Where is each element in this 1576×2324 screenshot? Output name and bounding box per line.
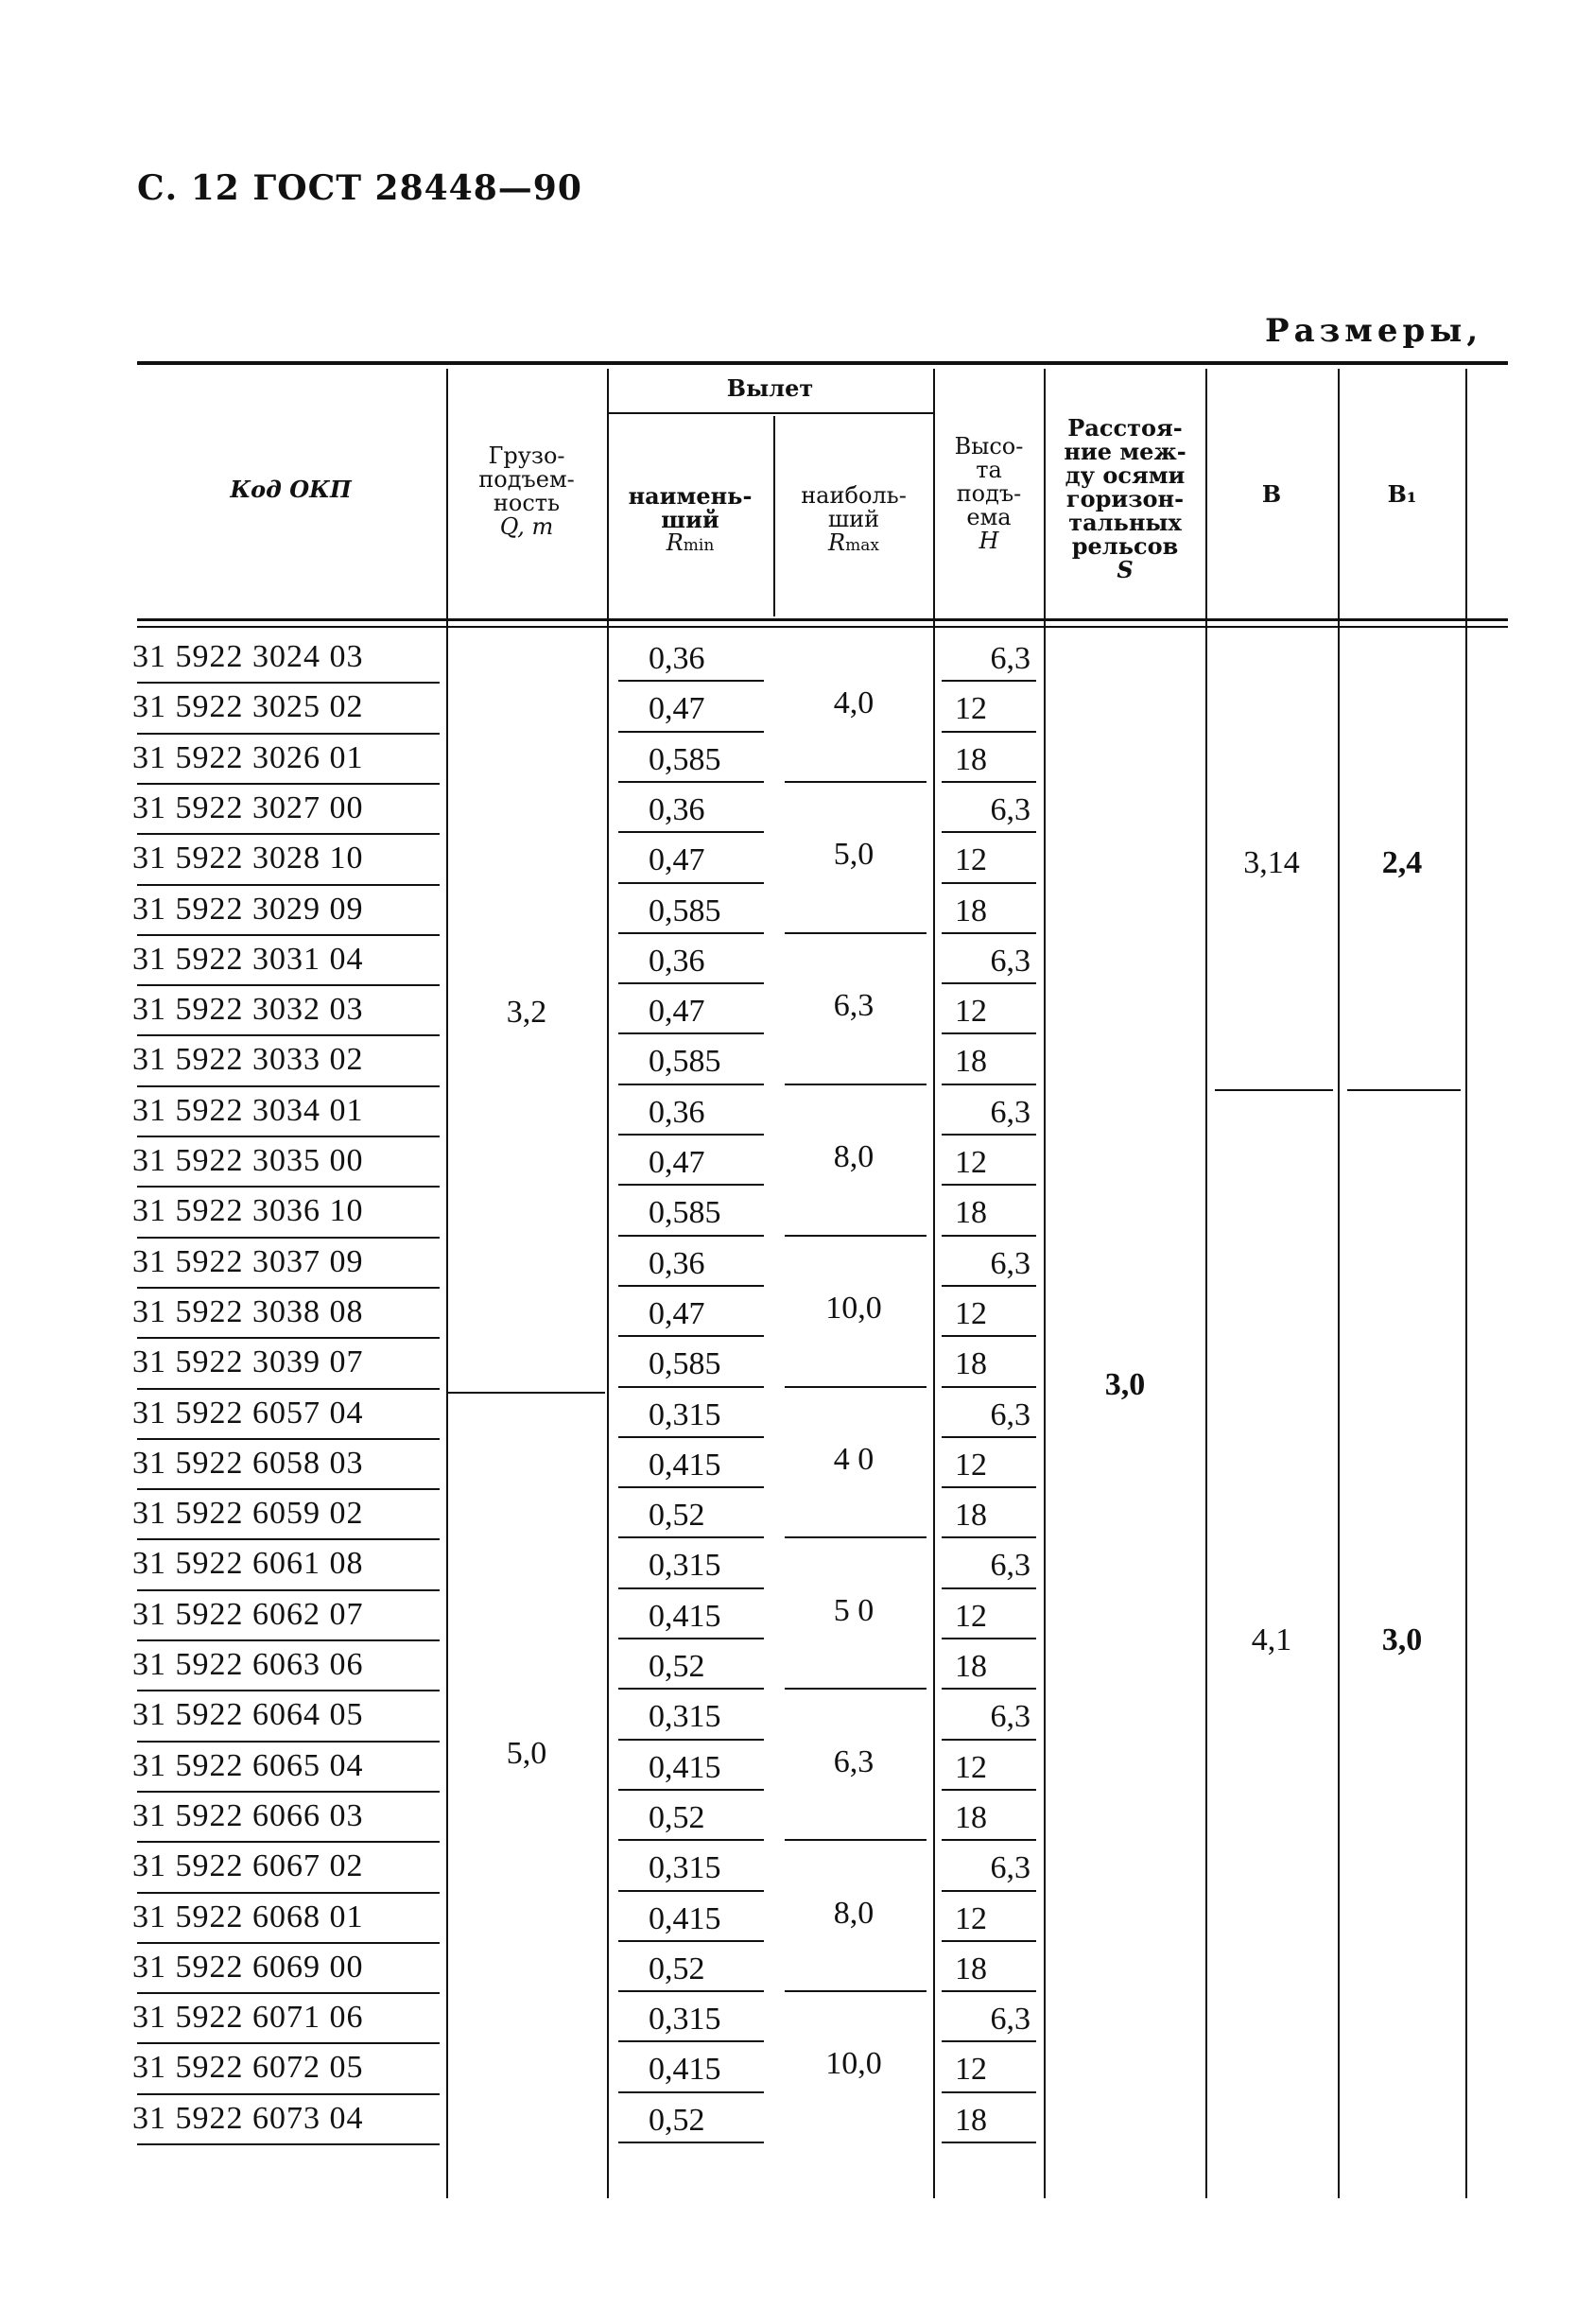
row-height: 6,3 [990,2002,1030,2038]
header-distance-l5: тальных [1068,509,1182,536]
row-height: 18 [955,893,987,928]
row-code-underline [137,783,440,785]
reach-subheader-rule [607,412,933,414]
row-height-underline [942,1638,1036,1639]
row-code-underline [137,1388,440,1390]
row-code: 31 5922 6061 08 [132,1546,364,1582]
row-rmin-underline [618,680,764,682]
row-rmin: 0,52 [649,2102,705,2138]
rmax-group-divider [785,1839,927,1841]
row-height: 18 [955,1799,987,1835]
row-code: 31 5922 3037 09 [132,1243,364,1279]
row-code-underline [137,1136,440,1137]
rmax-group: 8,0 [833,1895,875,1931]
header-reach-min [609,484,771,558]
row-height-underline [942,1285,1036,1287]
row-rmin: 0,315 [649,1548,721,1584]
row-code: 31 5922 3028 10 [132,841,364,876]
row-rmin-underline [618,1638,764,1639]
table-top-rule [137,361,1508,365]
header-b1: B₁ [1387,480,1417,508]
row-height-underline [942,1688,1036,1690]
row-rmin: 0,36 [649,1094,705,1130]
row-height: 12 [955,691,987,727]
row-height: 12 [955,1295,987,1331]
row-height-underline [942,1990,1036,1992]
row-height-underline [942,1134,1036,1136]
row-height-underline [942,1084,1036,1085]
row-code: 31 5922 6066 03 [132,1797,364,1833]
row-rmin: 0,36 [649,1245,705,1281]
row-code-underline [137,1034,440,1036]
header-reach: Вылет [726,374,814,402]
col-line-4 [933,369,935,2198]
row-rmin-underline [618,1536,764,1538]
row-code-underline [137,1741,440,1743]
row-code-underline [137,1942,440,1944]
row-code: 31 5922 3025 02 [132,689,364,725]
row-code: 31 5922 3038 08 [132,1293,364,1329]
header-bottom-rule [137,618,1508,621]
header-code-label: Код ОКП [230,476,352,503]
rmax-group: 8,0 [833,1139,875,1174]
row-rmin-underline [618,1285,764,1287]
row-code-underline [137,1892,440,1894]
header-reach-max-l2: ший [827,506,880,532]
row-height: 18 [955,1498,987,1534]
header-height-l4: ема [966,504,1012,530]
col-line-7 [1338,369,1340,2198]
row-height-underline [942,1739,1036,1741]
header-capacity [448,444,605,539]
row-height: 6,3 [990,791,1030,827]
row-rmin-underline [618,1184,764,1186]
row-height: 12 [955,1145,987,1180]
row-rmin-underline [618,1839,764,1841]
row-code-underline [137,1488,440,1490]
header-height-l3: подъ- [956,480,1022,507]
units-label: Размеры, [1265,312,1483,350]
row-code: 31 5922 3029 09 [132,891,364,927]
col-line-8 [1465,369,1467,2198]
header-distance [1046,416,1204,581]
capacity-group-divider [448,1392,605,1394]
row-rmin-underline [618,932,764,934]
row-code-underline [137,934,440,936]
row-rmin: 0,585 [649,1195,721,1231]
row-rmin-underline [618,2091,764,2093]
distance-value: 3,0 [1104,1367,1146,1402]
rmax-group: 4,0 [833,685,875,721]
row-rmin-underline [618,2142,764,2143]
row-height: 12 [955,842,987,878]
row-code-underline [137,833,440,835]
row-rmin: 0,52 [649,1951,705,1986]
rmax-group-divider [785,781,927,783]
header-height [935,435,1043,553]
row-height-underline [942,731,1036,733]
row-rmin: 0,47 [649,1295,705,1331]
page-header: С. 12 ГОСТ 28448—90 [137,168,582,208]
row-code: 31 5922 6073 04 [132,2100,364,2136]
header-distance-l4: горизон- [1065,485,1185,512]
row-height-underline [942,781,1036,783]
col-line-1 [446,369,448,2198]
row-code: 31 5922 6064 05 [132,1697,364,1733]
header-capacity-l4: Q, т [499,513,554,540]
row-code: 31 5922 3026 01 [132,739,364,775]
row-rmin-underline [618,831,764,833]
row-rmin-underline [618,1436,764,1438]
row-code: 31 5922 6067 02 [132,1848,364,1884]
row-height: 18 [955,1649,987,1684]
capacity-group-1: 3,2 [506,995,547,1030]
row-rmin: 0,47 [649,691,705,727]
row-height: 18 [955,2102,987,2138]
row-rmin-underline [618,781,764,783]
header-b: B [1261,480,1282,508]
row-height-underline [942,1386,1036,1388]
header-height-l2: та [976,457,1002,483]
row-rmin: 0,315 [649,1396,721,1432]
row-height-underline [942,680,1036,682]
row-rmin: 0,52 [649,1649,705,1684]
row-height: 6,3 [990,641,1030,676]
row-code: 31 5922 6059 02 [132,1496,364,1532]
row-code: 31 5922 6058 03 [132,1445,364,1481]
row-height-underline [942,2091,1036,2093]
row-rmin-underline [618,1134,764,1136]
row-rmin-underline [618,1335,764,1337]
row-height: 12 [955,1749,987,1785]
row-rmin: 0,415 [649,1447,721,1483]
row-height: 6,3 [990,1094,1030,1130]
header-reach-max-l1: наиболь- [801,482,907,509]
row-rmin: 0,585 [649,741,721,777]
row-height: 18 [955,1044,987,1080]
rmax-group: 6,3 [833,988,875,1024]
b1-group-2: 3,0 [1381,1622,1423,1657]
row-code-underline [137,1639,440,1641]
row-rmin: 0,36 [649,641,705,676]
header-reach-max-symbol: R [828,529,846,556]
b-group-divider [1215,1089,1333,1091]
row-rmin: 0,36 [649,943,705,979]
row-rmin-underline [618,1990,764,1992]
header-capacity-l2: подъем- [478,466,575,493]
rmax-group-divider [785,1235,927,1237]
header-capacity-l3: ность [493,490,561,516]
row-height-underline [942,1335,1036,1337]
row-height: 6,3 [990,1850,1030,1886]
rmax-group: 5,0 [833,837,875,873]
row-height-underline [942,1486,1036,1488]
row-code-underline [137,733,440,735]
row-code-underline [137,1438,440,1440]
row-rmin-underline [618,1235,764,1237]
row-rmin: 0,52 [649,1498,705,1534]
row-rmin: 0,47 [649,1145,705,1180]
row-rmin-underline [618,1587,764,1589]
header-height-l5: H [979,528,999,554]
rmax-group: 10,0 [825,2046,882,2082]
row-rmin-underline [618,2040,764,2042]
row-height-underline [942,1940,1036,1942]
row-rmin: 0,47 [649,842,705,878]
row-height-underline [942,982,1036,984]
row-height-underline [942,1587,1036,1589]
header-reach-min-sub: min [683,536,715,555]
row-rmin-underline [618,1688,764,1690]
row-code-underline [137,1992,440,1994]
row-rmin-underline [618,1940,764,1942]
row-rmin-underline [618,982,764,984]
row-rmin: 0,585 [649,1346,721,1382]
row-code-underline [137,2143,440,2145]
row-code-underline [137,1538,440,1540]
row-height: 12 [955,994,987,1030]
b1-group-1: 2,4 [1381,845,1423,880]
rmax-group-divider [785,1688,927,1690]
row-code-underline [137,1589,440,1591]
row-rmin-underline [618,882,764,884]
row-height-underline [942,1184,1036,1186]
row-code-underline [137,2093,440,2095]
row-rmin: 0,52 [649,1799,705,1835]
row-rmin-underline [618,1789,764,1791]
row-code: 31 5922 3034 01 [132,1092,364,1128]
rmax-group: 6,3 [833,1743,875,1779]
row-code: 31 5922 6069 00 [132,1949,364,1985]
row-rmin: 0,585 [649,1044,721,1080]
row-height-underline [942,1536,1036,1538]
row-height-underline [942,882,1036,884]
header-distance-l6: рельсов [1071,532,1179,560]
header-reach-min-l2: ший [661,506,719,533]
row-height: 12 [955,1447,987,1483]
row-height: 6,3 [990,1245,1030,1281]
row-rmin-underline [618,1486,764,1488]
row-code: 31 5922 3031 04 [132,941,364,977]
header-height-l1: Высо- [954,433,1024,460]
row-rmin: 0,415 [649,1598,721,1634]
row-height: 18 [955,1195,987,1231]
row-code-underline [137,2042,440,2044]
row-code: 31 5922 3024 03 [132,639,364,674]
row-code: 31 5922 6063 06 [132,1647,364,1682]
row-code: 31 5922 3035 00 [132,1143,364,1178]
capacity-group-2: 5,0 [506,1736,547,1771]
header-distance-l1: Расстоя- [1067,414,1183,442]
b-group-2: 4,1 [1251,1622,1292,1657]
row-rmin-underline [618,1084,764,1085]
row-code-underline [137,884,440,886]
row-rmin: 0,315 [649,1850,721,1886]
row-height: 12 [955,1900,987,1936]
row-height: 6,3 [990,1699,1030,1735]
header-reach-max-sub: max [845,536,879,555]
row-code-underline [137,682,440,684]
row-height: 6,3 [990,1548,1030,1584]
row-code-underline [137,1085,440,1087]
row-height: 18 [955,1951,987,1986]
col-line-5 [1044,369,1046,2198]
header-distance-l2: ние меж- [1064,438,1186,465]
row-height: 18 [955,741,987,777]
row-code-underline [137,1791,440,1793]
row-code-underline [137,1237,440,1239]
row-height-underline [942,2142,1036,2143]
row-code: 31 5922 6071 06 [132,2000,364,2036]
header-reach-min-l1: наимень- [628,482,753,510]
col-line-2 [607,369,609,2198]
row-code-underline [137,1287,440,1289]
row-height-underline [942,2040,1036,2042]
row-height-underline [942,1890,1036,1892]
row-height-underline [942,1235,1036,1237]
row-rmin: 0,585 [649,893,721,928]
row-rmin-underline [618,731,764,733]
rmax-group-divider [785,1084,927,1085]
row-code-underline [137,1337,440,1339]
row-height-underline [942,1789,1036,1791]
row-height-underline [942,932,1036,934]
header-distance-l3: ду осями [1065,461,1186,489]
row-height-underline [942,1436,1036,1438]
row-code-underline [137,1841,440,1843]
row-height-underline [942,1032,1036,1034]
row-height: 6,3 [990,943,1030,979]
row-rmin-underline [618,1386,764,1388]
row-rmin: 0,415 [649,2052,721,2088]
rmax-group: 5 0 [833,1592,875,1628]
row-height-underline [942,1839,1036,1841]
rmax-group: 4 0 [833,1441,875,1477]
rmax-group-divider [785,1386,927,1388]
b1-group-divider [1347,1089,1461,1091]
header-reach-max [775,484,932,558]
row-rmin: 0,415 [649,1749,721,1785]
row-height: 12 [955,2052,987,2088]
row-rmin: 0,36 [649,791,705,827]
b-group-1: 3,14 [1243,845,1300,880]
row-rmin: 0,47 [649,994,705,1030]
row-code: 31 5922 6057 04 [132,1395,364,1431]
row-code: 31 5922 6068 01 [132,1899,364,1934]
rmax-group-divider [785,1536,927,1538]
row-code: 31 5922 3032 03 [132,992,364,1028]
row-code: 31 5922 3039 07 [132,1344,364,1380]
rmax-group-divider [785,932,927,934]
row-height-underline [942,831,1036,833]
row-rmin: 0,315 [649,1699,721,1735]
row-code: 31 5922 6072 05 [132,2050,364,2086]
header-code [137,477,444,502]
row-code-underline [137,1690,440,1691]
row-code-underline [137,1186,440,1188]
row-code: 31 5922 3027 00 [132,789,364,825]
row-rmin-underline [618,1032,764,1034]
header-capacity-l1: Грузо- [488,442,565,469]
row-height: 18 [955,1346,987,1382]
header-reach-min-symbol: R [666,529,684,556]
row-rmin-underline [618,1739,764,1741]
row-height: 12 [955,1598,987,1634]
row-rmin: 0,315 [649,2002,721,2038]
rmax-group: 10,0 [825,1290,882,1326]
row-code-underline [137,984,440,986]
row-code: 31 5922 6065 04 [132,1747,364,1783]
rmax-group-divider [785,1990,927,1992]
row-height: 6,3 [990,1396,1030,1432]
row-code: 31 5922 6062 07 [132,1596,364,1632]
row-code: 31 5922 3036 10 [132,1193,364,1229]
col-line-6 [1205,369,1207,2198]
header-distance-l7: S [1117,556,1134,583]
row-code: 31 5922 3033 02 [132,1042,364,1078]
row-rmin-underline [618,1890,764,1892]
header-bottom-rule-2 [137,626,1508,628]
row-rmin: 0,415 [649,1900,721,1936]
